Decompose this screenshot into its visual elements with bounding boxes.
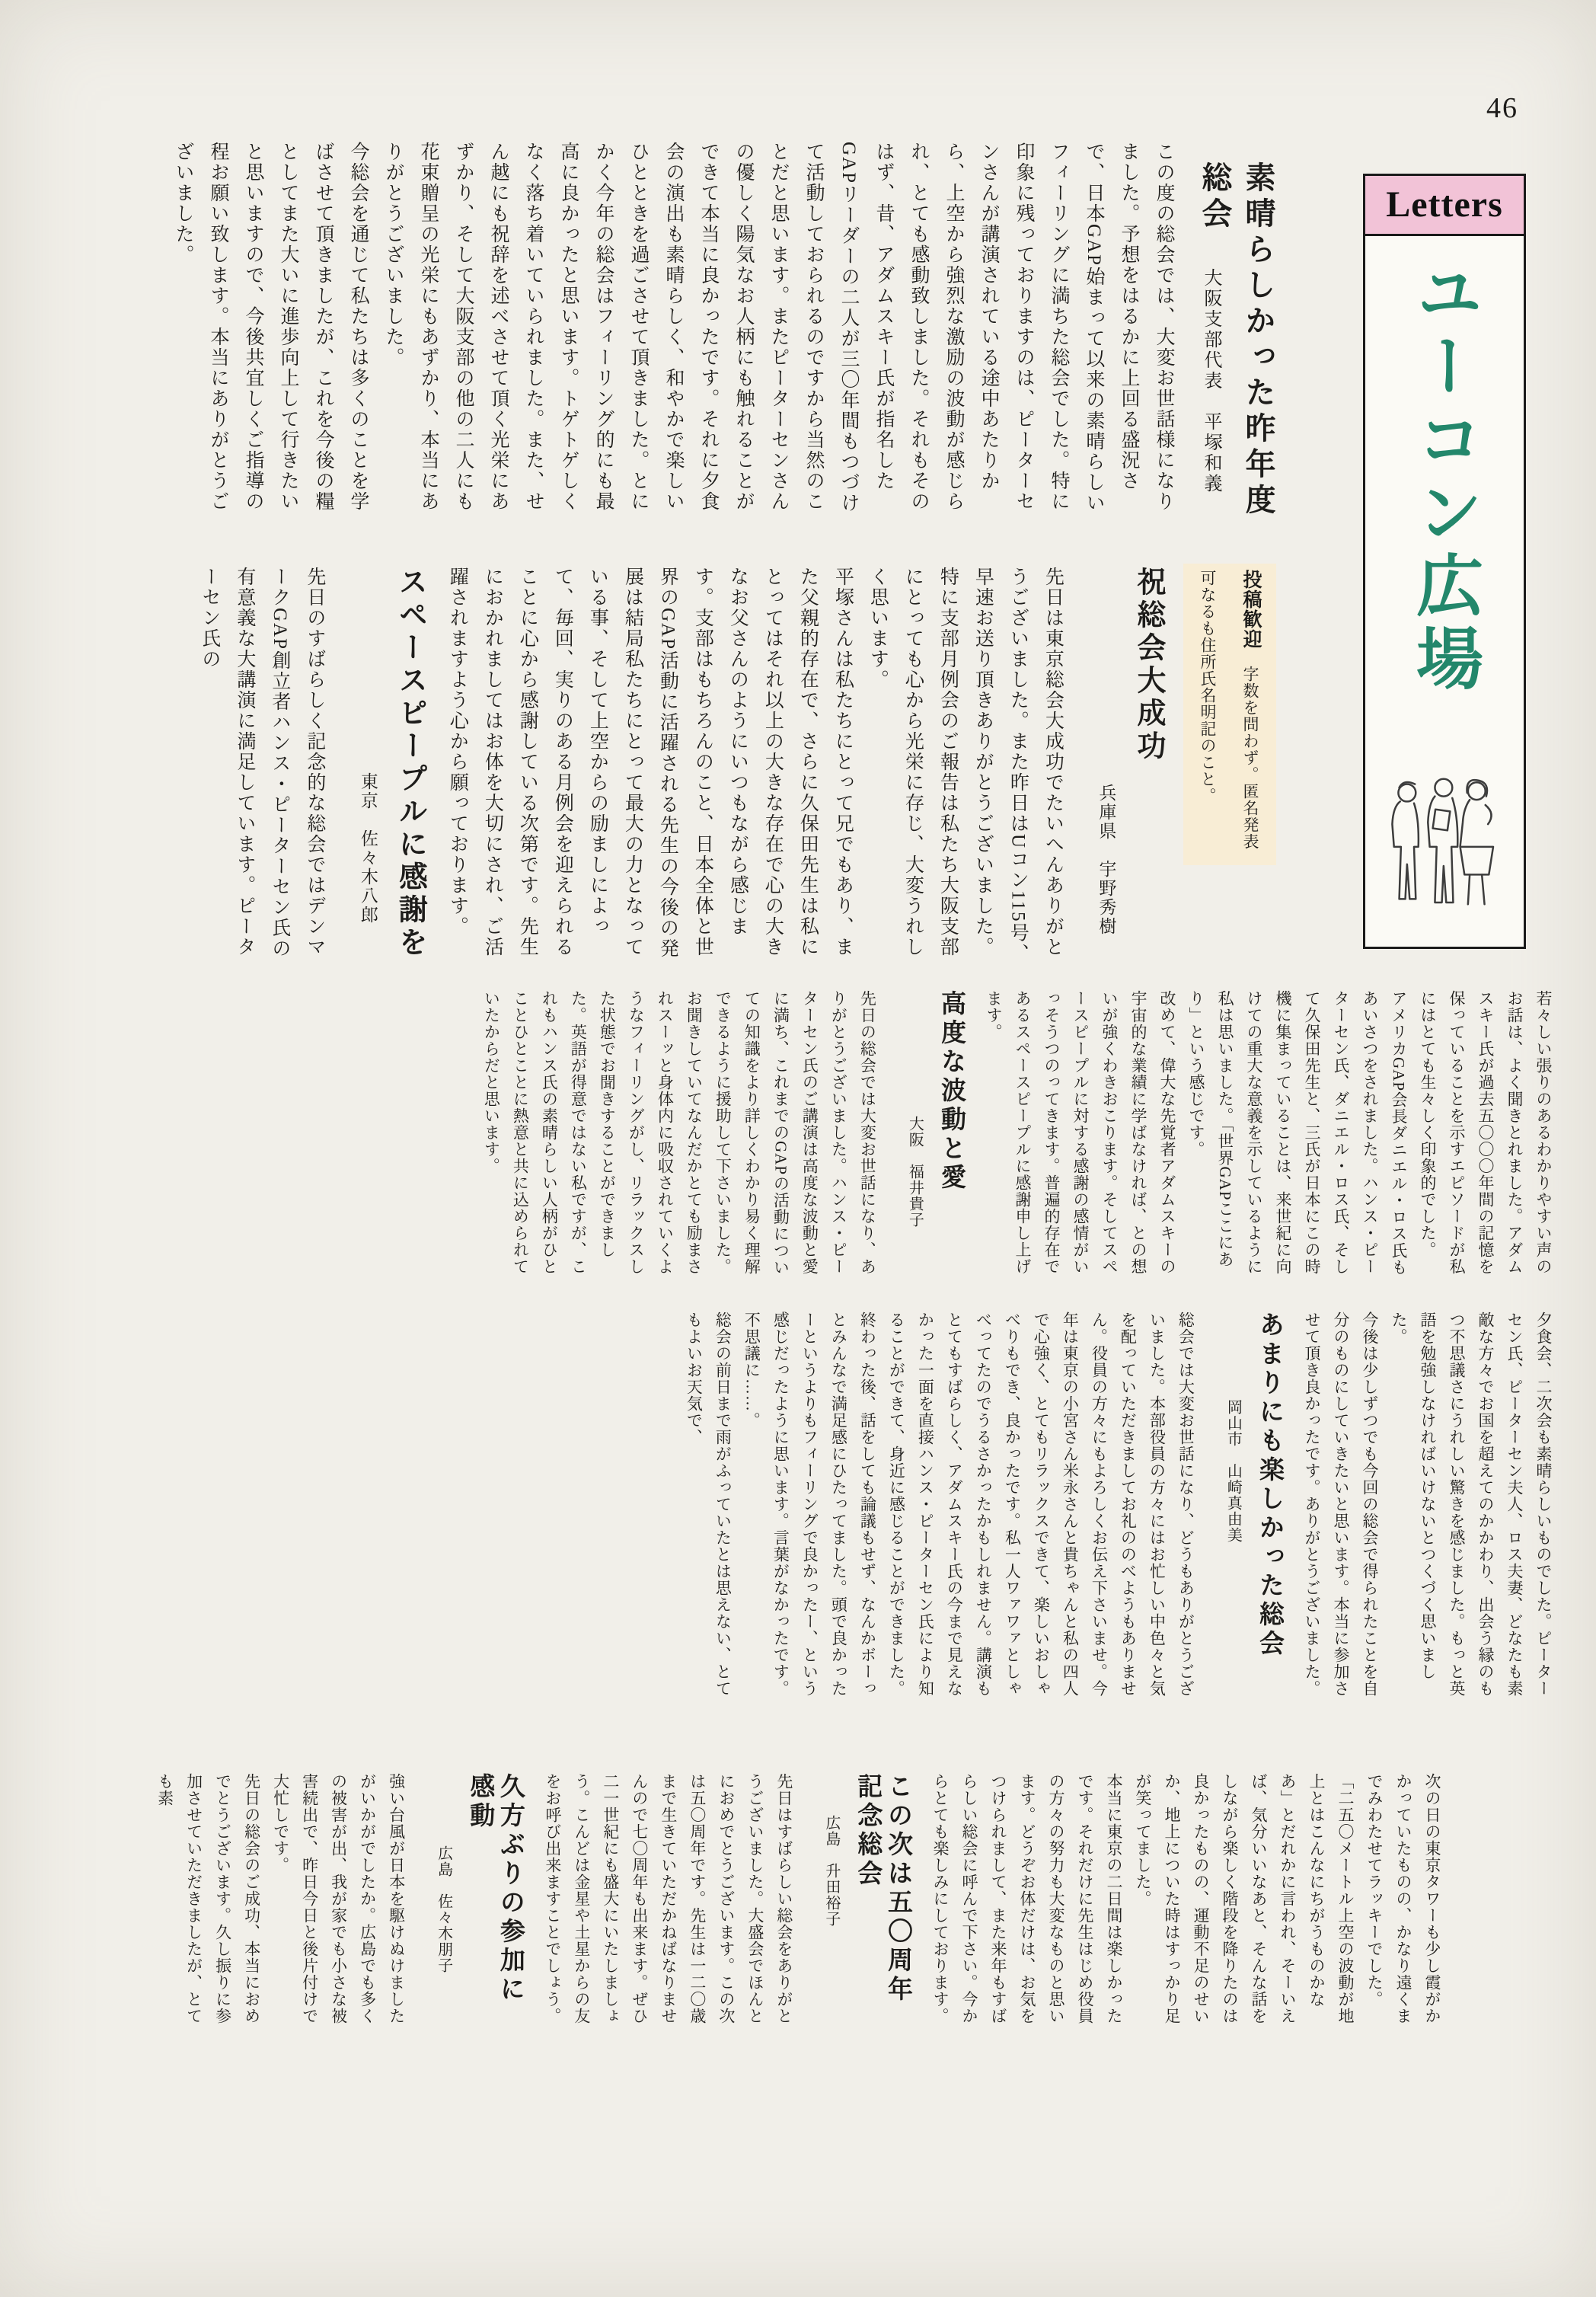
article-paragraph: 若々しい張りのあるわかりやすい声のお話は、よく聞きとれました。アダムスキー氏が過去五〇〇〇年間の記憶を保っていることを示すエピソードが私にはとても生々しく印象的でした。 [1419,990,1553,1275]
article-paragraph: 先日の総会では大変お世話になり、ありがとうございました。ハンス・ピーターセン氏のご講演は高度な波動と愛に満ち、これまでのGAPの活動についての知識をより詳しくわかり易く理解できるように援助して下さいました。お聞きしていてなんだかとても励まされスーッと身体内に吸収されていくようなフィーリングがし、リラックスした状態でお聞きすることができました。英語が得意ではない私ですが、これもハンス氏の素晴らしい人柄がひとことひとことに熱意と共に込められていたからだと思います。 [482,990,877,1276]
article-headline-lead: 素晴らしかった昨年度総会 [1197,161,1275,519]
people-illustration-svg [1379,768,1510,939]
article-headline: 久方ぶりの参加に感動 [466,1773,526,2005]
article-author: 兵庫県 宇野秀樹 [1096,784,1116,936]
article-paragraph: 今後は少しずつでも今回の総会で得られたことを自分のものにしていきたいと思います。本当に参加させて頂き良かったです。ありがとうございました。 [1303,1311,1379,1697]
article-headline: 祝総会大成功 [1132,567,1166,763]
letters-masthead-box [1363,174,1526,949]
article-author-lead: 大阪支部代表 平塚和義 [1201,268,1221,494]
people-illustration [1365,768,1524,939]
article-author: 広島 佐々木朋子 [435,1845,452,1973]
text-strip-1a [165,142,1181,527]
article-paragraph: 今総会を通じて私たちは多くのことを学ばさせて頂きましたが、これを今後の糧としてまた大いに進歩向上して行きたいと思いますので、今後共宜しくご指導の程お願い致します。本当にありがとうございました。 [173,142,369,512]
article-author: 岡山市 山崎真由美 [1224,1399,1242,1543]
column-title: ユーコン広場 [1406,258,1484,697]
letters-tag: Letters [1365,176,1524,236]
text-strip-4 [151,1773,1447,2032]
article-paragraph: 夕食会、二次会も素晴らしいものでした。ピーターセン氏、ピーターセン夫人、ロス夫妻、どなたも素敵な方々でお国を超えてのかかわり、出会う縁のもつ不思議さにうれしい驚きを感じました。もっと英語を勉強しなければいけないとつくづく思いました。 [1390,1311,1553,1697]
article-paragraph: 先日はすばらしい総会をありがとうございました。大盛会でほんとにおめでとうございます。この次は五〇周年です。先生は一二〇歳まで生きていただかねばなりませんので七〇周年も出来ます。ぜひ二一世紀にも盛大にいたしましょう。こんどは金星や土星からの友をお呼び出来ますことでしょう。 [543,1773,793,2024]
article-paragraph: 総会では大変お世話になり、どうもありがとうございました。本部役員の方々にはお忙しい中色々と気を配っていただきましてお礼ののべようもありません。役員の方々にもよろしくお伝え下さいませ。今年は東京の小宮さん米永さんと貴ちゃんと私の四人で心強く、とてもリラックスできて、楽しいおしゃべりもでき、良かったです。私一人ワァワァとしゃべってたのでうるさかったかもしれません。講演もとてもすばらしく、アダムスキー氏の今まで見えなかった一面を直接ハンス・ピーターセン氏により知ることができて、身近に感じることができました。終わった後、話をしても論議もせず、なんかボーっとみんなで満足感にひたってました。頭で良かったーというよりもフィーリングで良かったー、という感じだったように思います。言葉がなかったです。不思議に……。 [742,1311,1195,1697]
article-paragraph: 平塚さんは私たちにとって兄でもあり、また父親的存在で、さらに久保田先生は私にとってはそれ以上の大きな存在で心の大きなお父さんのようにいつもながら感じます。支部はもちろんのこと、日本全体と世界のGAP活動に活躍される先生の今後の発展は結局私たちにとって最大の力となっている事、そして上空からの励ましによって、毎回、実りのある月例会を迎えられることに心から感謝している次第です。先生におかれましてはお体を大切にされ、ご活躍されますよう心から願っております。 [447,567,854,960]
article-paragraph: 改めて、偉大な先覚者アダムスキーの宇宙的な業績に学ばなければ、との想いが強くわきおこります。そしてスペースピープルに対する感謝の感情がいっそうつのってきます。普遍的存在であるスペースピープルに感謝申し上げます。 [985,990,1176,1275]
article-headline: スペースピープルに感謝を [394,567,428,960]
article-paragraph: 本当に東京の二日間は楽しかったです。それだけに先生はじめ役員の方々の努力も大変なものと思います。どうぞお体だけは、お気をつけられまして、また来年もすばらしい総会に呼んで下さい。今からとても楽しみにしております。 [931,1773,1123,2024]
text-strip-2 [477,990,1558,1283]
article-paragraph: 総会の前日まで雨がふっていたとは思えない、とてもよいお天気で、 [685,1311,733,1697]
article-paragraph: 先日のすばらしく記念的な総会ではデンマークGAP創立者ハンス・ピーターセン氏の有意義な大講演に満足しています。ピーターセン氏の [199,567,325,960]
article-headline: この次は五〇周年記念総会 [854,1773,914,2005]
submission-note-body: 字数を問わず。匿名発表可なるも住所氏名明記のこと。 [1199,570,1259,850]
article-author: 大阪 福井貴子 [906,1116,924,1228]
submission-note [1183,564,1276,865]
text-strip-3 [679,1311,1558,1698]
article-paragraph: 先日の総会のご成功、本当におめでとうございます。久し振りに参加させていただきましたが、とても素 [155,1773,261,2024]
text-strip-1b [192,567,1178,976]
article-paragraph: 次の日の東京タワーも少し霞がかかっていたものの、かなり遠くまでみわたせてラッキーでした。「二五〇メートル上空の波動が地上とはこんなにちがうものかなあ」とだれかに言われ、そーいえば、気分いいなあと、そんな話をしながら楽しく階段を降りたのは良かったものの、運動不足のせいか、地上についた時はすっかり足が笑ってました。 [1134,1773,1441,2024]
article-paragraph: 強い台風が日本を駆けぬけましたがいかがでしたか。広島でも多くの被害が出、我が家でも小さな被害続出で、昨日今日と後片付けで大忙しです。 [271,1773,406,2024]
article-paragraph: この度の総会では、大変お世話様になりました。予想をはるかに上回る盛況さで、日本GAP始まって以来の素晴らしいフィーリングに満ちた総会でした。特に印象に残っておりますのは、ピーターセンさんが講演されている途中あたりから、上空から強烈な激励の波動が感じられ、とても感動致しました。それもそのはず、昔、アダムスキー氏が指名したGAPリーダーの二人が三〇年間もつづけて活動しておられるのですから当然のことだと思います。またピーターセンさんの優しく陽気なお人柄にも触れることができて本当に良かったです。それに夕食会の演出も素晴らしく、和やかで楽しいひとときを過ごさせて頂きました。とにかく今年の総会はフィーリング的にも最高に良かったと思います。トゲトゲしくなく落ち着いていられました。また、せん越にも祝辞を述べさせて頂く光栄にあずかり、そして大阪支部の他の二人にも花束贈呈の光栄にもあずかり、本当にありがとうございました。 [383,142,1174,514]
article-author: 広島 升田裕子 [822,1815,840,1927]
submission-note-lead: 投稿歓迎 [1240,570,1261,649]
article-headline: 高度な波動と愛 [937,990,967,1193]
article-author: 東京 佐々木八郎 [358,772,378,925]
article-paragraph: 先日は東京総会大成功でたいへんありがとうございました。また昨日はUコン115号、早速お送り頂きありがとうございました。特に支部月例会のご報告は私たち大阪支部にとっても心から光栄に存じ、大変うれしく思います。 [867,567,1064,964]
article-headline: あまりにも楽しかった総会 [1256,1311,1285,1659]
page-number: 46 [1486,92,1518,124]
article-paragraph: アメリカGAP会長ダニエル・ロス氏もあいさつをされました。ハンス・ピーターセン氏、ダニエル・ロス氏、そして久保田先生と、三氏が日本にこの時機に集まっていることは、来世紀に向けての重大な意義を示しているように私は思いました。「世界GAPここにあり」という感じです。 [1187,990,1408,1276]
